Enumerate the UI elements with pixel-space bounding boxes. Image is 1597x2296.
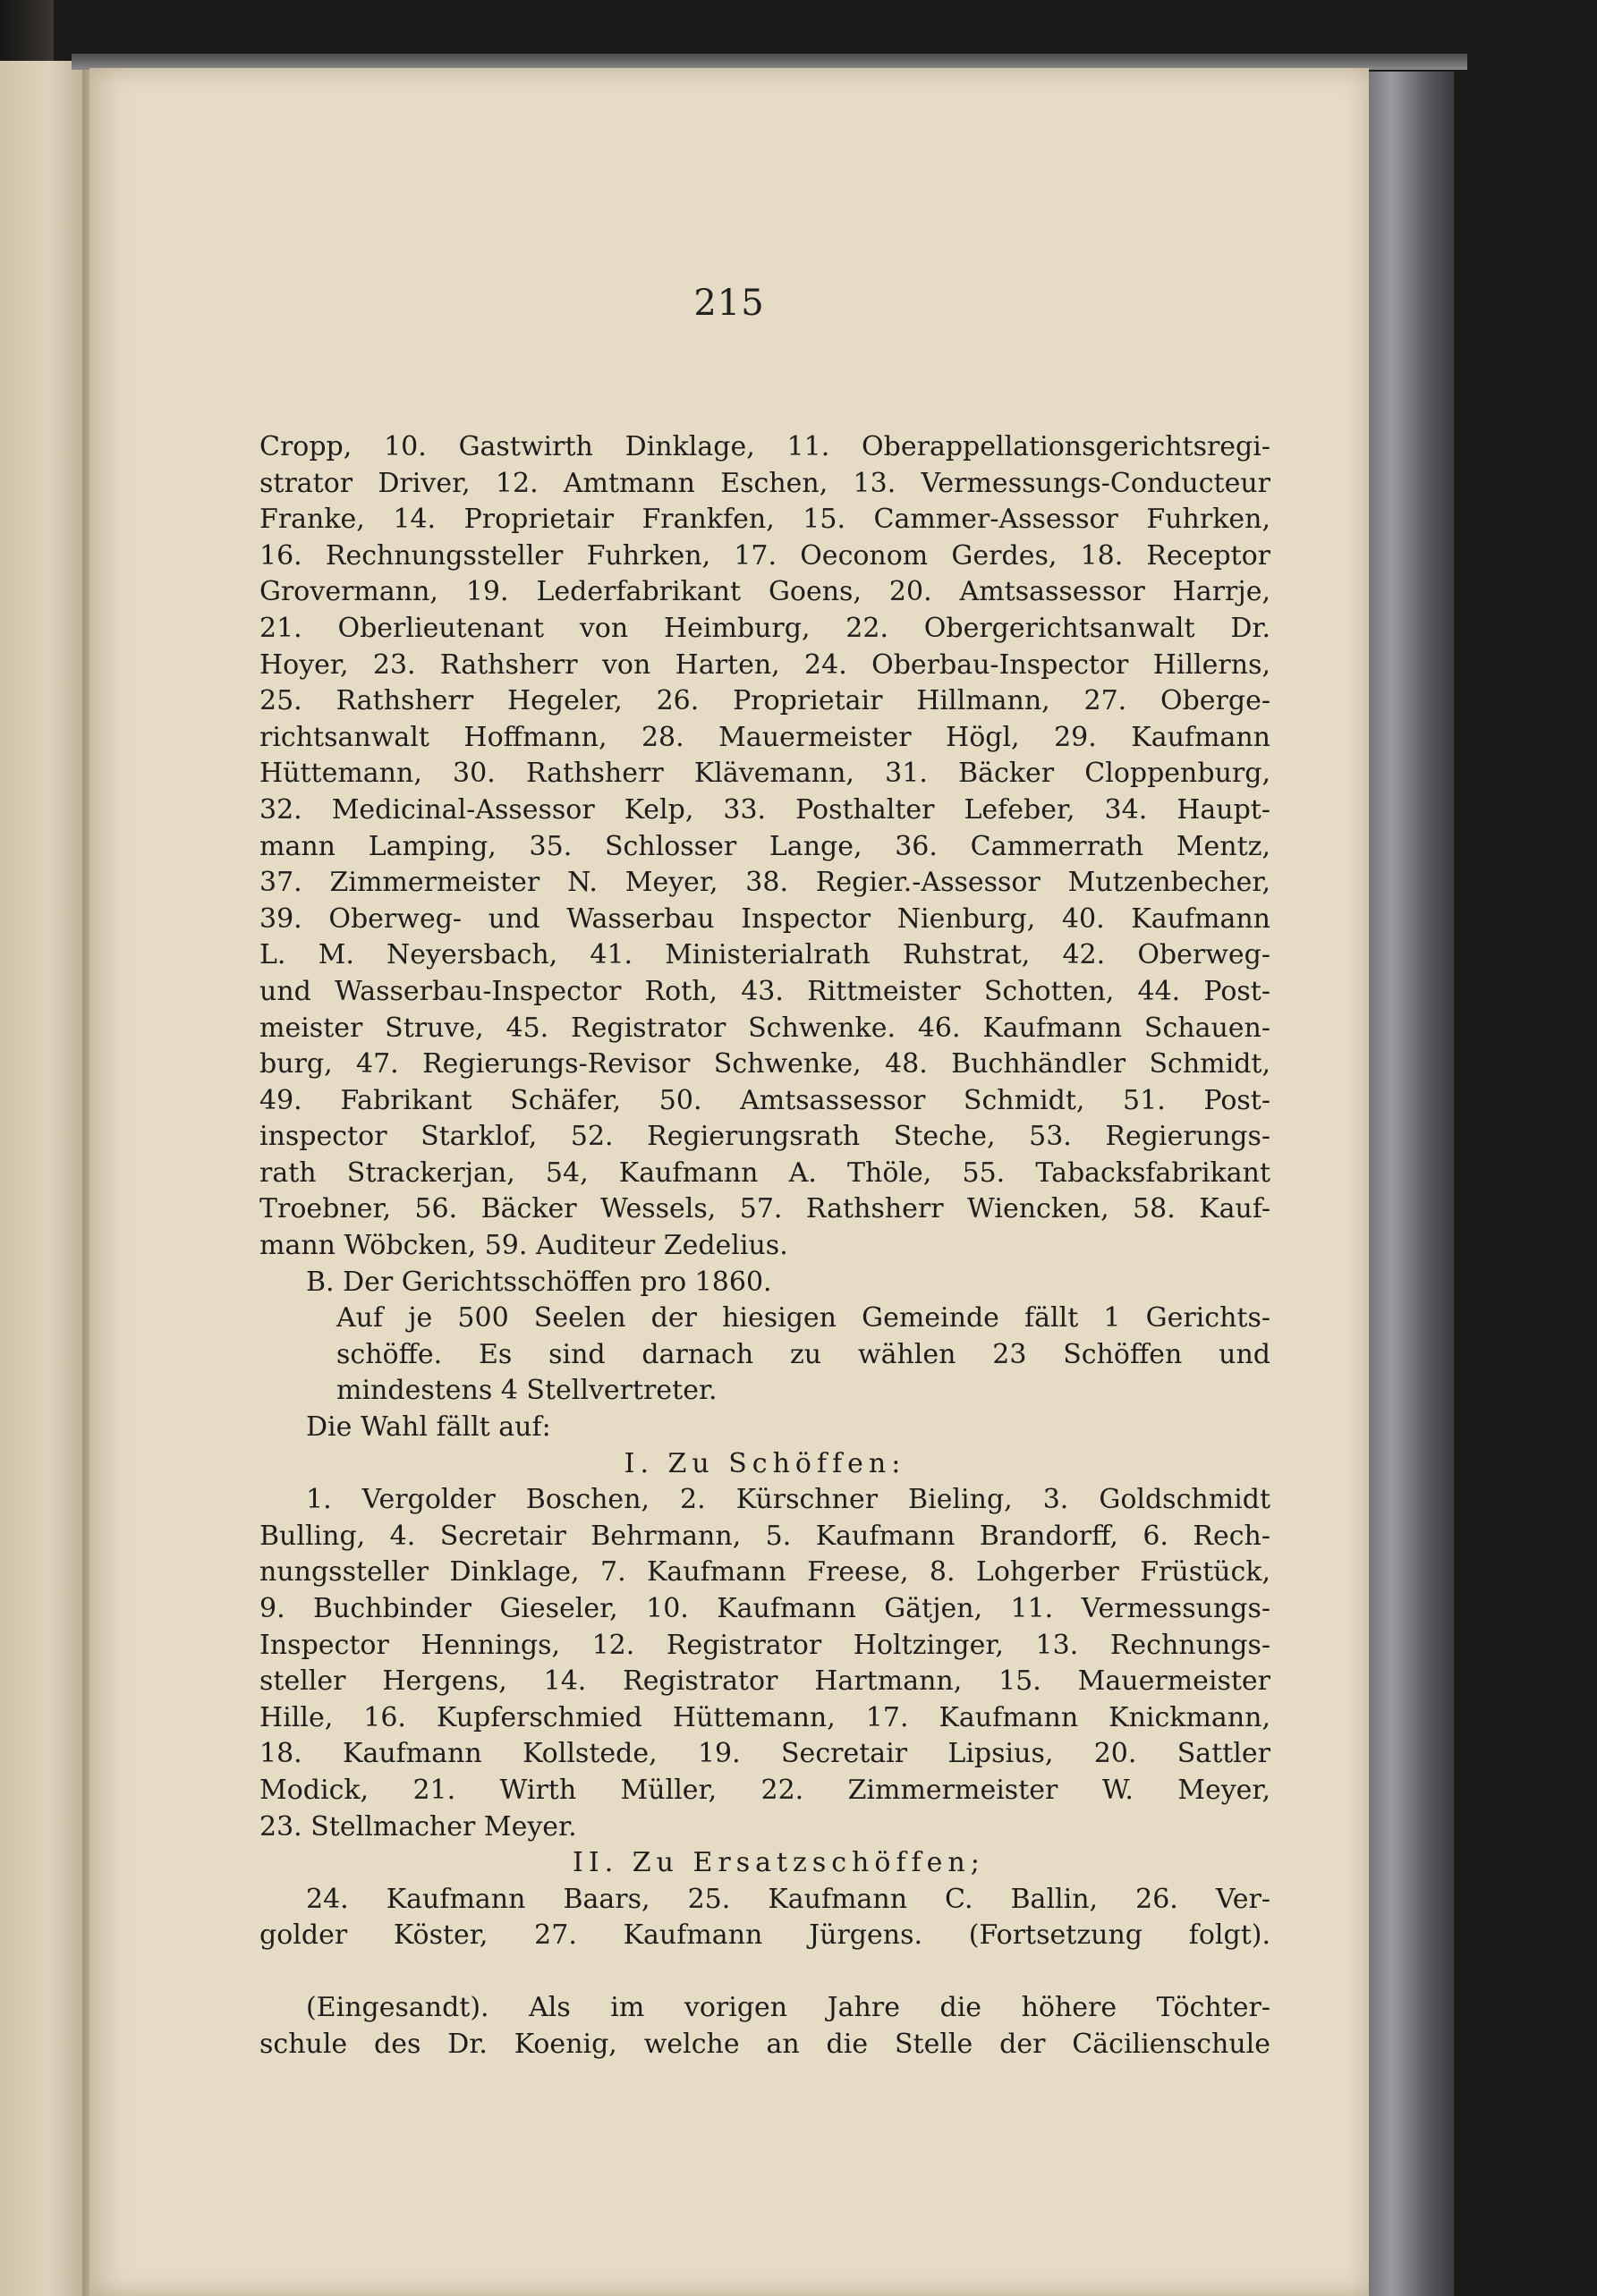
text-line: 1. Vergolder Boschen, 2. Kürschner Bieling, 3. Goldschmidt [306, 1484, 1270, 1516]
text-line: golder Köster, 27. Kaufmann Jürgens. (Fortsetzung folgt). [259, 1919, 1270, 1952]
text-line: Hüttemann, 30. Rathsherr Klävemann, 31. Bäcker Cloppenburg, [259, 758, 1270, 790]
text-line: und Wasserbau-Inspector Roth, 43. Rittmeister Schotten, 44. Post- [259, 975, 1270, 1007]
text-line: rath Strackerjan, 54, Kaufmann A. Thöle, 55. Tabacksfabrikant [259, 1156, 1270, 1189]
text-line: mann Lamping, 35. Schlosser Lange, 36. Cammerrath Mentz, [259, 830, 1270, 862]
text-line: Die Wahl fällt auf: [306, 1411, 551, 1444]
text-line: strator Driver, 12. Amtmann Eschen, 13. Vermessungs-Conducteur [259, 467, 1270, 499]
text-line: 25. Rathsherr Hegeler, 26. Proprietair Hillmann, 27. Oberge- [259, 685, 1270, 717]
text-line: 32. Medicinal-Assessor Kelp, 33. Posthalter Lefeber, 34. Haupt- [259, 793, 1270, 826]
text-line: Cropp, 10. Gastwirth Dinklage, 11. Oberappellationsgerichtsregi- [259, 431, 1270, 462]
cover-board-right [1364, 72, 1454, 2296]
text-line: meister Struve, 45. Registrator Schwenke. 46. Kaufmann Schauen- [259, 1012, 1270, 1044]
text-line: B. Der Gerichtsschöffen pro 1860. [306, 1266, 772, 1298]
text-line: schule des Dr. Koenig, welche an die Stelle der Cäcilienschule [259, 2028, 1270, 2060]
text-line: 39. Oberweg- und Wasserbau Inspector Nienburg, 40. Kaufmann [259, 902, 1270, 935]
text-line: I. Zu Schöffen: [624, 1447, 906, 1479]
text-line: Modick, 21. Wirth Müller, 22. Zimmermeister W. Meyer, [259, 1774, 1270, 1806]
text-line: Franke, 14. Proprietair Frankfen, 15. Cammer-Assessor Fuhrken, [259, 504, 1270, 536]
text-line: 49. Fabrikant Schäfer, 50. Amtsassessor Schmidt, 51. Post- [259, 1084, 1270, 1116]
text-line: 23. Stellmacher Meyer. [259, 1810, 577, 1843]
text-line: inspector Starklof, 52. Regierungsrath Steche, 53. Regierungs- [259, 1121, 1270, 1153]
text-line: 24. Kaufmann Baars, 25. Kaufmann C. Ballin, 26. Ver- [306, 1883, 1270, 1915]
text-line: schöffe. Es sind darnach zu wählen 23 Schöffen und [336, 1338, 1270, 1370]
text-line: 16. Rechnungssteller Fuhrken, 17. Oeconom Gerdes, 18. Receptor [259, 539, 1270, 572]
page-number: 215 [693, 283, 765, 324]
text-line: (Eingesandt). Als im vorigen Jahre die höhere Töchter- [306, 1991, 1270, 2023]
text-line: Hille, 16. Kupferschmied Hüttemann, 17. Kaufmann Knickmann, [259, 1701, 1270, 1733]
text-line: L. M. Neyersbach, 41. Ministerialrath Ruhstrat, 42. Oberweg- [259, 939, 1270, 971]
book-page [89, 68, 1369, 2296]
text-line: 37. Zimmermeister N. Meyer, 38. Regier.-Assessor Mutzenbecher, [259, 867, 1270, 899]
text-line: mann Wöbcken, 59. Auditeur Zedelius. [259, 1230, 788, 1262]
text-line: richtsanwalt Hoffmann, 28. Mauermeister Högl, 29. Kaufmann [259, 721, 1270, 753]
text-line: steller Hergens, 14. Registrator Hartmann, 15. Mauermeister [259, 1665, 1270, 1698]
text-line: Inspector Hennings, 12. Registrator Holtzinger, 13. Rechnungs- [259, 1629, 1270, 1661]
text-line: nungssteller Dinklage, 7. Kaufmann Freese, 8. Lohgerber Früstück, [259, 1556, 1270, 1589]
previous-page-edge [0, 61, 89, 2296]
text-line: Auf je 500 Seelen der hiesigen Gemeinde fällt 1 Gerichts- [336, 1302, 1270, 1334]
text-line: 18. Kaufmann Kollstede, 19. Secretair Lipsius, 20. Sattler [259, 1738, 1270, 1770]
text-line: 21. Oberlieutenant von Heimburg, 22. Obergerichtsanwalt Dr. [259, 612, 1270, 644]
page-text [259, 429, 1270, 2063]
text-line: burg, 47. Regierungs-Revisor Schwenke, 48. Buchhändler Schmidt, [259, 1048, 1270, 1080]
text-line: II. Zu Ersatzschöffen; [573, 1847, 985, 1879]
text-line: Troebner, 56. Bäcker Wessels, 57. Rathsherr Wiencken, 58. Kauf- [259, 1193, 1270, 1225]
text-line: 9. Buchbinder Gieseler, 10. Kaufmann Gätjen, 11. Vermessungs- [259, 1593, 1270, 1624]
text-line: Bulling, 4. Secretair Behrmann, 5. Kaufmann Brandorff, 6. Rech- [259, 1520, 1270, 1552]
text-line: mindestens 4 Stellvertreter. [336, 1375, 718, 1407]
text-line: Grovermann, 19. Lederfabrikant Goens, 20. Amtsassessor Harrje, [259, 576, 1270, 608]
text-line [259, 1954, 1270, 1990]
text-line: Hoyer, 23. Rathsherr von Harten, 24. Oberbau-Inspector Hillerns, [259, 648, 1270, 681]
